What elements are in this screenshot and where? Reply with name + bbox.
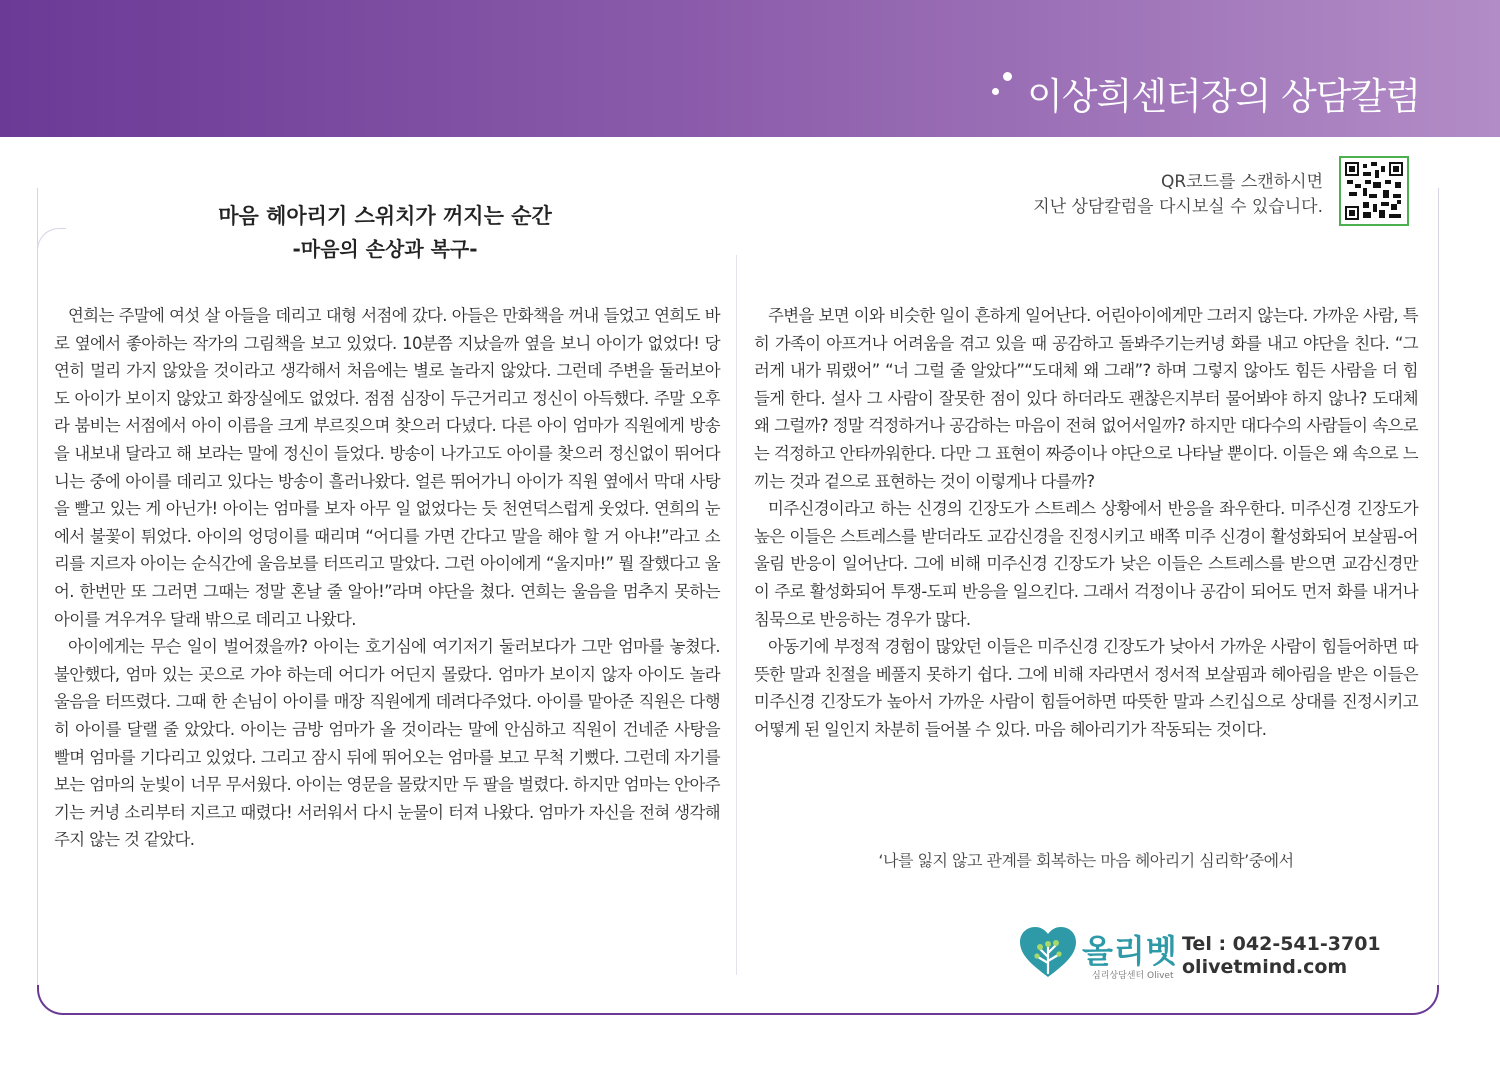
- phone-number: Tel : 042-541-3701: [1182, 933, 1381, 955]
- article-title: 마음 헤아리기 스위치가 꺼지는 순간: [218, 204, 552, 228]
- frame-bottom-border: [37, 985, 1439, 1015]
- qr-caption-line2: 지난 상담칼럼을 다시보실 수 있습니다.: [1033, 197, 1323, 217]
- logo-name: 올리벳: [1082, 932, 1178, 970]
- olivet-logo-icon: [1018, 925, 1078, 979]
- contact-info: [1182, 933, 1381, 979]
- column-divider: [736, 255, 737, 975]
- right-column: [754, 302, 1418, 744]
- article-subtitle: -마음의 손상과 복구-: [292, 237, 478, 261]
- paragraph: 미주신경이라고 하는 신경의 긴장도가 스트레스 상황에서 반응을 좌우한다. 미주신경 긴장도가 높은 이들은 스트레스를 받더라도 교감신경을 진정시키고 배쪽 미주 신경이 활성화되어 보살핌-어울림 반응이 일어난다. 그에 비해 미주신경 긴장도가 낮은 이들은 스트레스를 받으면 교감신경만이 주로 활성화되어 투쟁-도피 반응을 일으킨다. 그래서 걱정이나 공감이 되어도 먼저 화를 내거나 침묵으로 반응하는 경우가 많다.: [754, 499, 1418, 629]
- header-banner: [0, 0, 1500, 137]
- qr-caption-line1: QR코드를 스캔하시면: [1161, 172, 1323, 192]
- column-title: 이상희센터장의 상담칼럼: [1027, 75, 1420, 118]
- qr-caption: [1033, 170, 1323, 220]
- left-column: [54, 302, 720, 854]
- paragraph: 주변을 보면 이와 비슷한 일이 흔하게 일어난다. 어린아이에게만 그러지 않는다. 가까운 사람, 특히 가족이 아프거나 어려움을 겪고 있을 때 공감하고 돌봐주기는커녕 화를 내고 야단을 친다. “그러게 내가 뭐랬어” “너 그럴 줄 알았다”“도대체 왜 그래”? 하며 그렇지 않아도 힘든 사람을 더 힘들게 한다. 설사 그 사람이 잘못한 점이 있다 하더라도 괜찮은지부터 물어봐야 하지 않나? 도대체 왜 그럴까? 정말 걱정하거나 공감하는 마음이 전혀 없어서일까? 하지만 대다수의 사람들이 속으로는 걱정하고 안타까워한다. 다만 그 표현이 짜증이나 야단으로 나타날 뿐이다. 이들은 왜 속으로 느끼는 것과 겉으로 표현하는 것이 이렇게나 다를까?: [754, 306, 1418, 491]
- paragraph: 아이에게는 무슨 일이 벌어졌을까? 아이는 호기심에 여기저기 둘러보다가 그만 엄마를 놓쳤다. 불안했다, 엄마 있는 곳으로 가야 하는데 어디가 어딘지 몰랐다. 엄마가 보이지 않자 아이도 놀라 울음을 터뜨렸다. 그때 한 손님이 아이를 매장 직원에게 데려다주었다. 아이를 맡아준 직원은 다행히 아이를 달랠 줄 았았다. 아이는 금방 엄마가 올 것이라는 말에 안심하고 직원이 건네준 사탕을 빨며 엄마를 기다리고 있었다. 그리고 잠시 뒤에 뛰어오는 엄마를 보고 무척 기뻤다. 그런데 자기를 보는 엄마의 눈빛이 너무 무서웠다. 아이는 영문을 몰랐지만 두 팔을 벌렸다. 하지만 엄마는 안아주기는 커녕 소리부터 지르고 때렸다! 서러워서 다시 눈물이 터져 나왔다. 엄마가 자신을 전혀 생각해 주지 않는 것 같았다.: [54, 637, 720, 850]
- logo-subtitle: 심리상담센터 Olivet: [1092, 971, 1174, 981]
- qr-code-icon: [1345, 162, 1403, 220]
- qr-code[interactable]: [1339, 156, 1409, 226]
- source-citation: ‘나를 잃지 않고 관계를 회복하는 마음 헤아리기 심리학’중에서: [878, 851, 1294, 870]
- paragraph: 연희는 주말에 여섯 살 아들을 데리고 대형 서점에 갔다. 아들은 만화책을 꺼내 들었고 연희도 바로 옆에서 좋아하는 작가의 그림책을 보고 있었다. 10분쯤 지났을까 옆을 보니 아이가 없었다! 당연히 멀리 가지 않았을 것이라고 생각해서 처음에는 별로 놀라지 않았다. 그런데 주변을 둘러보아도 아이가 보이지 않았고 화장실에도 없었다. 점점 심장이 두근거리고 정신이 아득했다. 주말 오후라 붐비는 서점에서 아이 이름을 크게 부르짖으며 찾으러 다녔다. 다른 아이 엄마가 직원에게 방송을 내보내 달라고 해 보라는 말에 정신이 들었다. 방송이 나가고도 아이를 찾으러 정신없이 뛰어다니는 중에 아이를 데리고 있다는 방송이 흘러나왔다. 얼른 뛰어가니 아이가 직원 옆에서 막대 사탕을 빨고 있는 게 아닌가! 아이는 엄마를 보자 아무 일 없었다는 듯 천연덕스럽게 웃었다. 연희의 눈에서 불꽃이 튀었다. 아이의 엉덩이를 때리며 “어디를 가면 간다고 말을 해야 할 거 아냐!”라고 소리를 지르자 아이는 순식간에 울음보를 터뜨리고 말았다. 그런 아이에게 “울지마!” 뭘 잘했다고 울어. 한번만 또 그러면 그때는 정말 혼날 줄 알아!”라며 야단을 쳤다. 연희는 울음을 멈추지 못하는 아이를 겨우겨우 달래 밖으로 데리고 나왔다.: [54, 306, 720, 629]
- bullet-dot-icon: [992, 88, 999, 95]
- bullet-dot-icon: [1003, 72, 1012, 81]
- website-link[interactable]: olivetmind.com: [1182, 956, 1348, 978]
- paragraph: 아동기에 부정적 경험이 많았던 이들은 미주신경 긴장도가 낮아서 가까운 사람이 힘들어하면 따뜻한 말과 친절을 베풀지 못하기 쉽다. 그에 비해 자라면서 정서적 보살핌과 헤아림을 받은 이들은 미주신경 긴장도가 높아서 가까운 사람이 힘들어하면 따뜻한 말과 스킨십으로 상대를 진정시키고 어떻게 된 일인지 차분히 들어볼 수 있다. 마음 헤아리기가 작동되는 것이다.: [754, 637, 1418, 739]
